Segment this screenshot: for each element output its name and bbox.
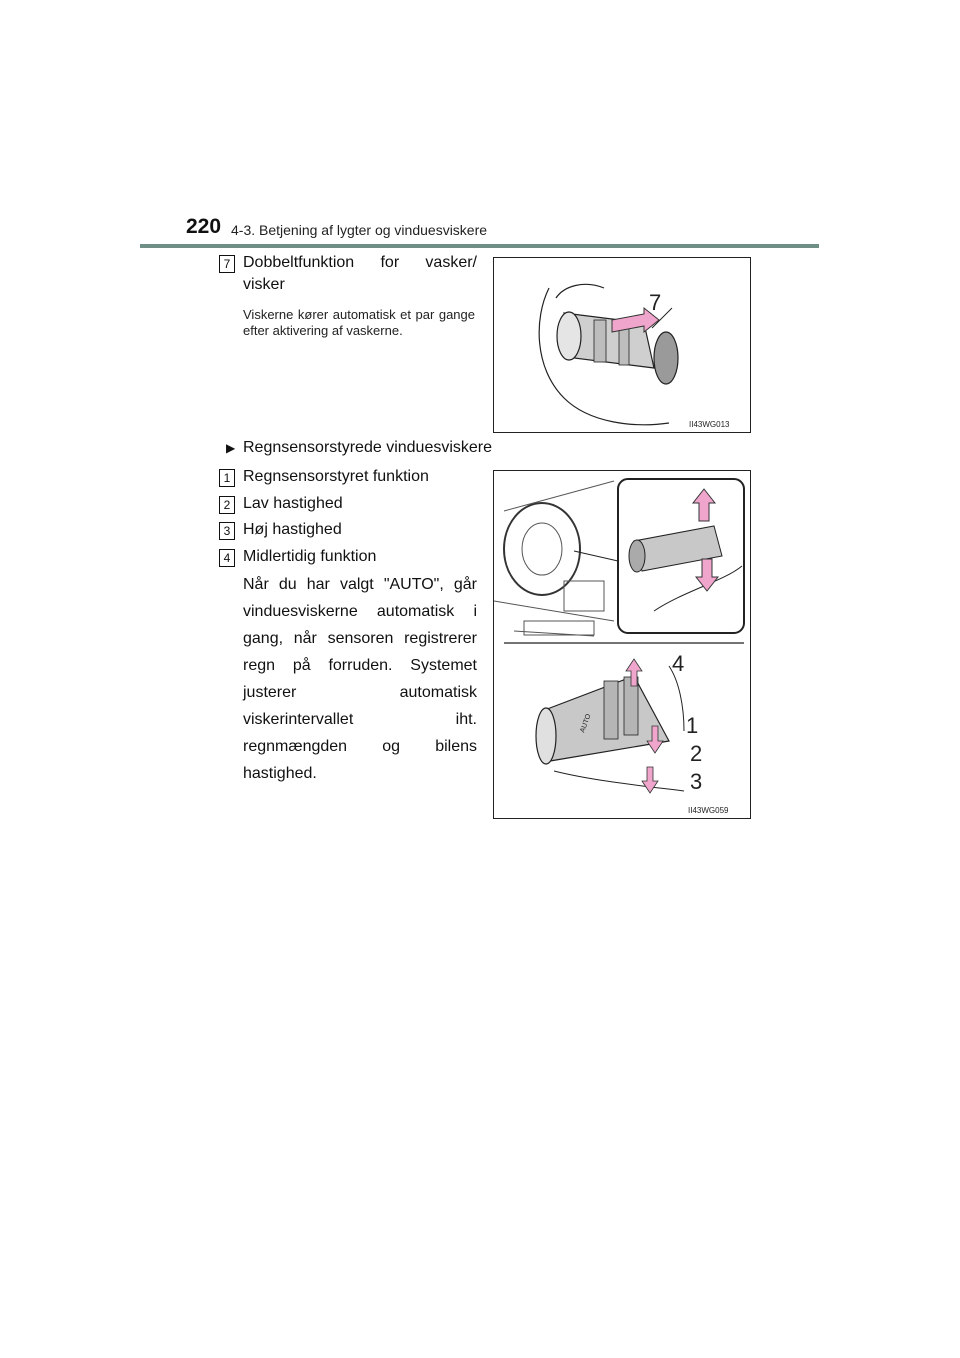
page-number: 220 xyxy=(186,215,222,238)
lever-auto-label: AUTO xyxy=(579,713,593,734)
item-label: Lav hastighed xyxy=(243,495,343,512)
rain-sensor-illustration xyxy=(494,471,750,818)
callout-1: 1 xyxy=(686,713,699,738)
callout-2: 2 xyxy=(690,741,703,766)
body-paragraph: Når du har valgt "AUTO", går vinduesviskerne automatisk i gang, når sensoren registrerer regn på forruden. Systemet justerer automatisk viskerintervallet iht. regnmængden og bilens hastighed. xyxy=(243,576,477,782)
bullet-icon: ▶ xyxy=(226,441,236,455)
item-label-cont: visker xyxy=(243,276,285,293)
item-number-badge: 1 xyxy=(219,469,235,487)
wiper-lever-illustration xyxy=(494,258,750,432)
callout-4: 4 xyxy=(672,651,685,676)
figure-code: II43WG013 xyxy=(689,420,730,429)
callout-3: 3 xyxy=(690,769,703,794)
figure-wiper-washer xyxy=(493,257,751,433)
item-label: Midlertidig funktion xyxy=(243,548,377,565)
item-number-badge: 7 xyxy=(219,255,235,273)
figure-code: II43WG059 xyxy=(688,806,729,815)
item-number-badge: 2 xyxy=(219,496,235,514)
figure-rain-sensor xyxy=(493,470,751,819)
item-description: Viskerne kører automatisk et par gange efter aktivering af vaskerne. xyxy=(243,307,475,338)
item-number-badge: 4 xyxy=(219,549,235,567)
item-number-badge: 3 xyxy=(219,522,235,540)
header-divider xyxy=(140,244,819,248)
item-label: Høj hastighed xyxy=(243,521,342,538)
subsection-title: Regnsensorstyrede vinduesviskere xyxy=(243,439,493,456)
callout-7: 7 xyxy=(649,290,662,315)
section-title: 4-3. Betjening af lygter og vinduesviskere xyxy=(231,222,488,238)
item-label: Dobbeltfunktion for vasker/ xyxy=(243,254,477,271)
item-label: Regnsensorstyret funktion xyxy=(243,468,429,485)
